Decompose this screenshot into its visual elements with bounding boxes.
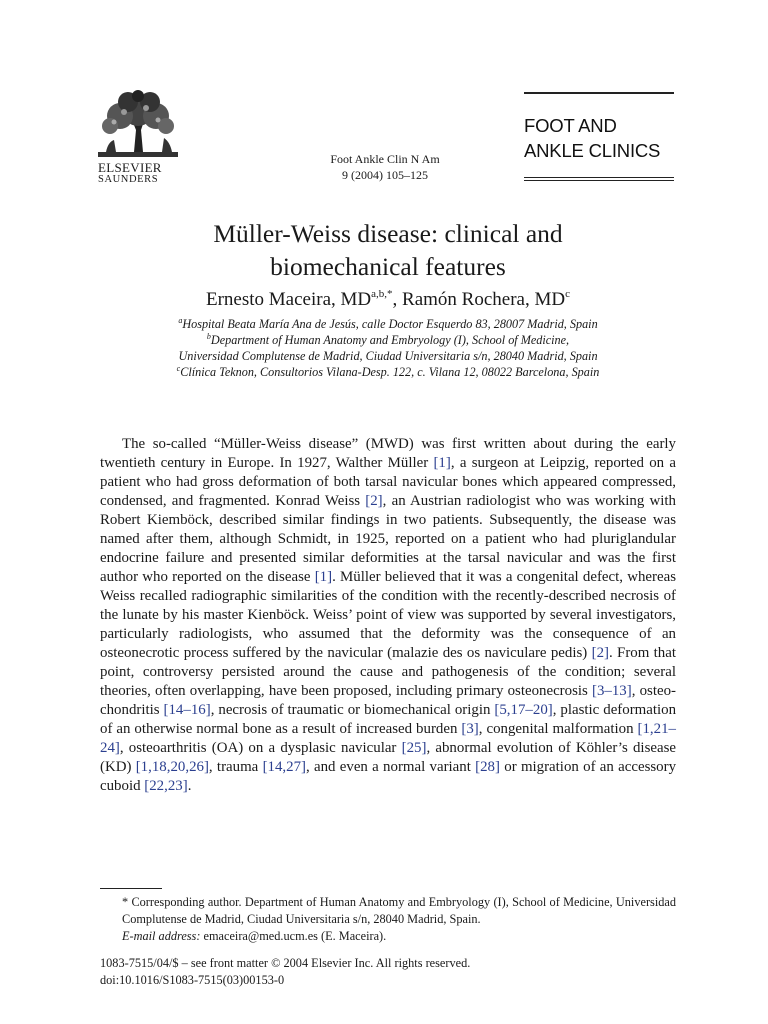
body-text [100,435,676,796]
body-text-run: or migration of an accessory cuboid [100,759,677,794]
affiliation-a [100,316,676,332]
publisher-logo [98,90,178,185]
brand-rule-top [524,92,674,94]
affiliation-text: Hospital Beata María Ana de Jesús, calle Doctor Esquerdo 83, 28007 Madrid, Spain [182,317,598,331]
affiliation-text: Universidad Complutense de Madrid, Ciudad Universitaria s/n, 28040 Madrid, Spain [178,349,598,363]
body-text-run: . From that point, controversy persisted around the cause and pathogenesis of the condition; several theories, often overlapping, have been proposed, including primary osteonecrosis [100,645,677,699]
footnote-rule [100,888,162,889]
brand-line-2: ANKLE CLINICS [524,140,661,161]
affiliation-mark: c [176,364,181,373]
corresponding-author-note: * Corresponding author. Department of Human Anatomy and Embryology (I), School of Medicine, Universidad Complutense de Madrid, Ciudad Universitaria s/n, 28040 Madrid, Spain. [122,895,676,926]
affiliation-text: Clínica Teknon, Consultorios Vilana-Desp. 122, c. Vilana 12, 08022 Barcelona, Spain [180,365,600,379]
publisher-imprint: SAUNDERS [98,174,159,185]
citation-link[interactable]: [14,27] [262,759,306,775]
publisher-name: ELSEVIER [98,160,162,175]
author-2-marks: c [565,288,570,300]
citation-link[interactable]: [14–16] [163,702,211,718]
body-text-run: , abnormal evolution of Köhler’s disease (KD) [100,740,676,775]
footnote [100,894,676,945]
affiliation-c [100,364,676,380]
elsevier-tree-icon [98,90,178,158]
journal-citation [300,151,470,183]
author-1: Ernesto Maceira, MD [206,289,372,310]
citation-link[interactable]: [1,21–24] [100,721,676,756]
brand-rule-bottom [524,177,674,181]
author-separator: , [392,289,403,310]
citation-link[interactable]: [3] [461,721,479,737]
body-text-run: . Müller believed that it was a congenital defect, whereas Weiss recalled radiographic similarities of the condition with the recently-described necrosis of the lunate by his master Kienböck. Weiss’ point of view was supported by several investigators, particularly radiologists, who assumed that the deformity was the consequence of an osteonecrotic process suffered by the navicular (malazie des os naviculare pedis) [100,569,677,661]
issn-copyright: 1083-7515/04/$ – see front matter © 2004 Elsevier Inc. All rights reserved. [100,956,471,970]
body-text-run: The so-called “Müller-Weiss disease” (MWD) was first written about during the early twentieth century in Europe. In 1927, Walther Müller [100,436,676,471]
citation-link[interactable]: [5,17–20] [494,702,553,718]
citation-link[interactable]: [2] [365,493,383,509]
citation-link[interactable]: [2] [591,645,609,661]
body-text-run: , trauma [208,759,263,775]
email-link[interactable]: emaceira@med.ucm.es (E. Maceira). [200,929,387,943]
affiliation-mark: a [178,316,183,325]
citation-link[interactable]: [1,18,20,26] [135,759,209,775]
brand-line-1: FOOT AND [524,115,617,136]
intro-paragraph [100,435,676,796]
affiliation-text: Department of Human Anatomy and Embryology (I), School of Medicine, [210,333,570,347]
body-text-run: . [187,778,192,794]
author-list [100,288,676,312]
affiliation-b [100,332,676,348]
body-text-run: , plastic deformation of an otherwise normal bone as a result of increased burden [100,702,677,737]
citation-link[interactable]: [1] [433,455,451,471]
email-label: E-mail address: [122,929,201,943]
title-line-2: biomechanical features [270,252,506,281]
journal-name: Foot Ankle Clin N Am [330,152,440,166]
citation-link[interactable]: [22,23] [144,778,188,794]
citation-link[interactable]: [25] [401,740,427,756]
author-2: Ramón Rochera, MD [402,289,566,310]
affiliations [100,316,676,380]
citation-link[interactable]: [3–13] [591,683,632,699]
journal-volume-pages: 9 (2004) 105–125 [342,168,428,182]
citation-link[interactable]: [28] [475,759,500,775]
doi[interactable]: doi:10.1016/S1083-7515(03)00153-0 [100,973,285,987]
citation-link[interactable]: [1] [314,569,333,585]
author-1-marks: a,b,* [371,288,393,300]
body-text-run: , an Austrian radiologist who was working with Robert Kiemböck, described similar findings in two patients. Subsequently, the disease was named after them, although Schmidt, in 1925, reported on a patient who had pluriglandular endocrine failure and presented similar deformities at the tarsal navicular and was the first author who reported on the disease [100,493,676,585]
body-text-run: , a surgeon at Leipzig, reported on a patient who had gross deformation of both tarsal navicular bones which appeared compressed, condensed, and fragmented. Konrad Weiss [100,455,677,509]
affiliation-b-cont [100,348,676,364]
body-text-run: , osteochondritis [100,683,676,718]
body-text-run: , and even a normal variant [305,759,476,775]
journal-brand [524,92,674,181]
body-text-run: , osteoarthritis (OA) on a dysplasic navicular [119,740,402,756]
article-title [100,217,676,283]
email-line [100,928,676,945]
body-text-run: , necrosis of traumatic or biomechanical origin [210,702,495,718]
copyright-info [100,955,676,989]
title-line-1: Müller-Weiss disease: clinical and [213,219,563,248]
affiliation-mark: b [206,332,211,341]
body-text-run: , congenital malformation [478,721,638,737]
